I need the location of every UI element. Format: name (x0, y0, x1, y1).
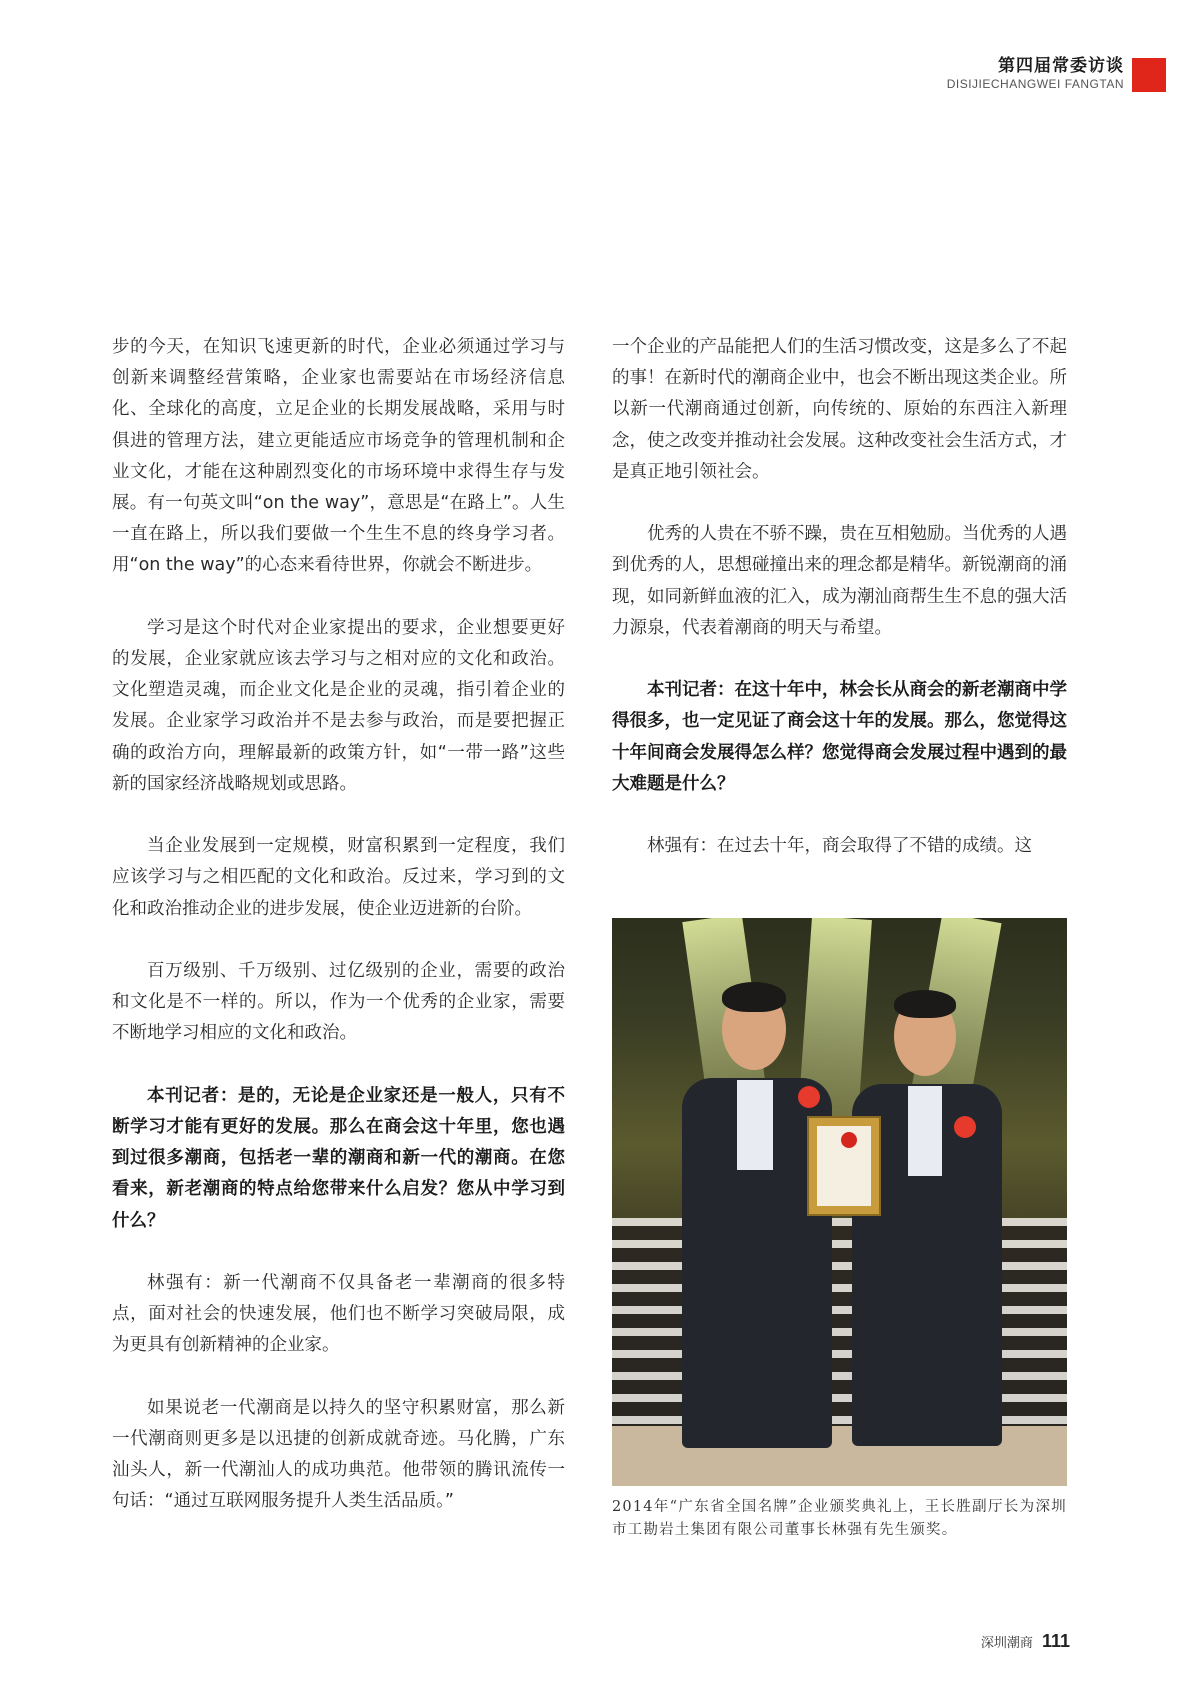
right-text-column (612, 332, 1067, 862)
left-text-column (112, 332, 565, 1518)
page-footer (981, 1631, 1070, 1652)
paragraph: 百万级别、千万级别、过亿级别的企业，需要的政治和文化是不一样的。所以，作为一个优秀的企业家，需要不断地学习相应的文化和政治。 (112, 961, 565, 1044)
section-heading (947, 56, 1124, 92)
paragraph: 学习是这个时代对企业家提出的要求，企业想要更好的发展，企业家就应该去学习与之相对应的文化和政治。文化塑造灵魂，而企业文化是企业的灵魂，指引着企业的发展。企业家学习政治并不是去参与政治，而是要把握正确的政治方向，理解最新的政策方针，如“一带一路”这些新的国家经济战略规划或思路。 (112, 617, 565, 794)
section-title: 第四届常委访谈 (998, 56, 1124, 76)
paragraph: 优秀的人贵在不骄不躁，贵在互相勉励。当优秀的人遇到优秀的人，思想碰撞出来的理念都是精华。新锐潮商的涌现，如同新鲜血液的汇入，成为潮汕商帮生生不息的强大活力源泉，代表着潮商的明天与希望。 (612, 524, 1067, 638)
award-plaque (807, 1116, 881, 1216)
corsage-flower (798, 1086, 820, 1108)
interviewer-question: 本刊记者：在这十年中，林会长从商会的新老潮商中学得很多，也一定见证了商会这十年的发展。那么，您觉得这十年间商会发展得怎么样？您觉得商会发展过程中遇到的最大难题是什么？ (612, 680, 1067, 794)
magazine-name: 深圳潮商 (980, 1636, 1033, 1651)
paragraph: 步的今天，在知识飞速更新的时代，企业必须通过学习与创新来调整经营策略，企业家也需要站在市场经济信息化、全球化的高度，立足企业的长期发展战略，采用与时俱进的管理方法，建立更能适应市场竞争的管理机制和企业文化，才能在这种剧烈变化的市场环境中求得生存与发展。有一句英文叫“on the way”，意思是“在路上”。人生一直在路上，所以我们要做一个生生不息的终身学习者。用“on the way”的心态来看待世界，你就会不断进步。 (112, 337, 565, 576)
interviewee-answer: 林强有：在过去十年，商会取得了不错的成绩。这 (647, 836, 1032, 857)
section-subtitle: DISIJIECHANGWEI FANGTAN (946, 77, 1124, 91)
interviewer-question: 本刊记者：是的，无论是企业家还是一般人，只有不断学习才能有更好的发展。那么在商会这十年里，您也遇到过很多潮商，包括老一辈的潮商和新一代的潮商。在您看来，新老潮商的特点给您带来什么启发？您从中学习到什么？ (112, 1085, 565, 1231)
award-logo-icon (841, 1132, 857, 1148)
section-color-tab (1132, 58, 1166, 92)
paragraph: 如果说老一代潮商是以持久的坚守积累财富，那么新一代潮商则更多是以迅捷的创新成就奇迹。马化腾，广东汕头人，新一代潮汕人的成功典范。他带领的腾讯流传一句话：“通过互联网服务提升人类生活品质。” (112, 1397, 565, 1512)
interviewee-answer: 林强有：新一代潮商不仅具备老一辈潮商的很多特点，面对社会的快速发展，他们也不断学习突破局限，成为更具有创新精神的企业家。 (112, 1273, 565, 1356)
photo-caption: 2014年“广东省全国名牌”企业颁奖典礼上，王长胜副厅长为深圳市工勘岩土集团有限公司董事长林强有先生颁奖。 (612, 1499, 1067, 1538)
award-ceremony-photo (612, 918, 1067, 1486)
page-number: 111 (1041, 1631, 1070, 1651)
paragraph: 当企业发展到一定规模，财富积累到一定程度，我们应该学习与之相匹配的文化和政治。反过来，学习到的文化和政治推动企业的进步发展，使企业迈进新的台阶。 (112, 836, 565, 919)
page-header (766, 56, 1166, 94)
paragraph: 一个企业的产品能把人们的生活习惯改变，这是多么了不起的事！在新时代的潮商企业中，也会不断出现这类企业。所以新一代潮商通过创新，向传统的、原始的东西注入新理念，使之改变并推动社会发展。这种改变社会生活方式，才是真正地引领社会。 (612, 337, 1067, 482)
